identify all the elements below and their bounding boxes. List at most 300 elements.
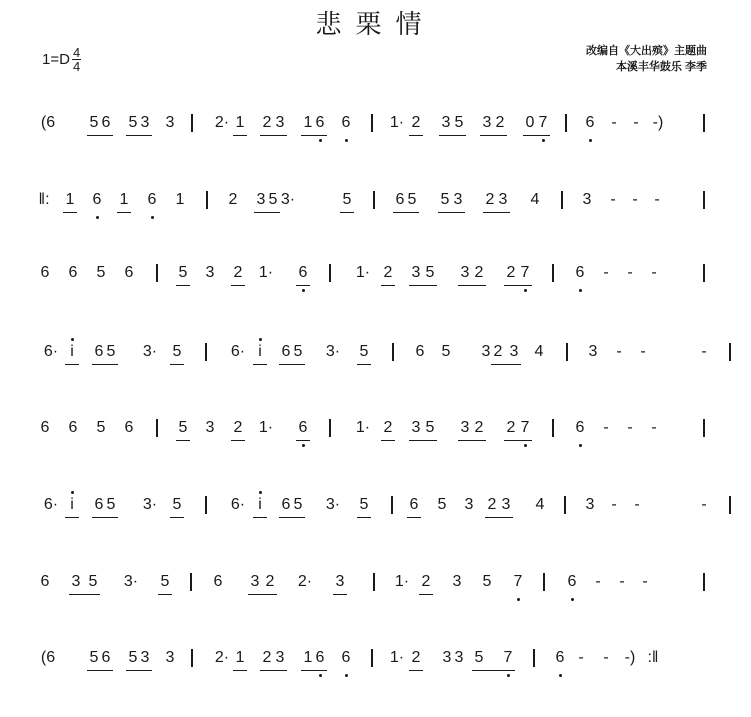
note: 3 [482,114,492,131]
bar-line [329,419,331,437]
note: 6 [567,573,577,590]
repeat-sign: ‖: [38,191,50,208]
underline [301,135,327,136]
underline [87,670,113,671]
octave-down-dot [542,139,545,142]
sustain-dash: - [640,343,646,360]
bar-line [156,419,158,437]
note: 1 [235,114,245,131]
note: 1· [258,419,274,436]
underline [248,594,277,595]
sustain-dash: - [633,114,639,131]
octave-down-dot [96,216,99,219]
note: 1 [119,191,129,208]
bar-line [329,264,331,282]
underline [253,517,267,518]
note: 2· [214,649,230,666]
octave-down-dot [319,139,322,142]
note: 1· [355,264,371,281]
octave-down-dot [345,139,348,142]
note: 3· [325,343,341,360]
sustain-dash: - [642,573,648,590]
bar-line [391,496,393,514]
note: 4 [535,496,545,513]
note: i [70,343,74,360]
time-signature [72,46,81,73]
sustain-dash: - [603,649,609,666]
note: 2 [495,114,505,131]
notation-row [0,572,751,612]
note: 3 [165,649,175,666]
bar-line [703,191,705,209]
sustain-dash: - [595,573,601,590]
underline [409,285,437,286]
notation-row [0,648,751,688]
sustain-dash: - [701,343,707,360]
note: 2 [411,649,421,666]
note: 3 [442,649,452,666]
note: 3 [205,419,215,436]
underline [472,670,515,671]
note: 7 [520,419,530,436]
note: 3 [71,573,81,590]
note: 2 [233,419,243,436]
note: 7 [538,114,548,131]
bar-line [373,573,375,591]
note: 6 [68,264,78,281]
underline [279,364,305,365]
underline [279,517,305,518]
sustain-dash: - [634,496,640,513]
note: 3 [460,419,470,436]
underline [409,135,423,136]
note: 6 [124,419,134,436]
note: 5 [89,649,99,666]
note: 3 [454,649,464,666]
sustain-dash: -) [624,649,636,666]
note: 1· [355,419,371,436]
notation-row [0,342,751,382]
octave-down-dot [559,674,562,677]
octave-up-dot [71,491,74,494]
note: 3· [280,191,296,208]
underline [485,517,513,518]
note: 2 [383,419,393,436]
note: 3 [585,496,595,513]
note: 3 [250,573,260,590]
note: 1 [303,114,313,131]
note: 5 [128,114,138,131]
note: 6 [40,419,50,436]
underline [357,517,371,518]
note: 5 [425,419,435,436]
note: 1 [235,649,245,666]
note: 6 [94,496,104,513]
note: 0 [525,114,535,131]
note: 6 [555,649,565,666]
note: 3· [123,573,139,590]
underline [260,135,287,136]
underline [63,212,77,213]
note: 3 [411,264,421,281]
sustain-dash: - [632,191,638,208]
note: 3 [140,649,150,666]
note: 3 [335,573,345,590]
underline [176,440,190,441]
note: 3 [275,649,285,666]
note: 6 [101,114,111,131]
underline [117,212,131,213]
bar-line [533,649,535,667]
note: 6· [230,343,246,360]
note: 6 [415,343,425,360]
bar-line [392,343,394,361]
note: 6 [341,114,351,131]
note: 2· [297,573,313,590]
note: 2 [474,419,484,436]
bar-line [566,343,568,361]
underline [296,285,310,286]
note: 5 [268,191,278,208]
note: 6 [298,264,308,281]
bar-line [543,573,545,591]
sustain-dash: - [603,264,609,281]
underline [381,285,395,286]
bar-line [561,191,563,209]
sustain-dash: - [610,191,616,208]
bar-line [156,264,158,282]
underline [69,594,100,595]
octave-down-dot [507,674,510,677]
underline [176,285,190,286]
note: 5 [293,496,303,513]
note: 5 [440,191,450,208]
underline [357,364,371,365]
repeat-sign: :‖ [647,649,659,666]
note: (6 [40,114,56,131]
octave-down-dot [571,598,574,601]
note: 2 [506,264,516,281]
sustain-dash: - [619,573,625,590]
note: 3 [588,343,598,360]
underline [409,670,423,671]
notation-row [0,190,751,230]
octave-down-dot [589,139,592,142]
credit-source: 改编自《大出殡》主题曲 [586,45,707,57]
note: 2 [262,114,272,131]
note: 6 [315,649,325,666]
note: 5 [88,573,98,590]
note: 2 [411,114,421,131]
bar-line [190,573,192,591]
note: 3 [509,343,519,360]
underline [523,135,550,136]
note: 2 [493,343,503,360]
underline [491,364,521,365]
note: 3· [325,496,341,513]
note: 2 [506,419,516,436]
underline [158,594,172,595]
underline [65,364,79,365]
octave-down-dot [319,674,322,677]
octave-up-dot [259,338,262,341]
note: 6 [124,264,134,281]
time-signature-bottom: 4 [72,59,81,74]
bar-line [191,114,193,132]
credits [586,43,707,75]
note: 3· [142,343,158,360]
note: i [258,343,262,360]
note: 7 [520,264,530,281]
note: 6 [147,191,157,208]
note: 3 [452,573,462,590]
note: 6 [585,114,595,131]
note: 2· [214,114,230,131]
octave-down-dot [524,289,527,292]
note: 6 [575,419,585,436]
note: 6 [341,649,351,666]
bar-line [703,264,705,282]
note: 6 [395,191,405,208]
note: 2 [265,573,275,590]
note: 5 [482,573,492,590]
octave-down-dot [151,216,154,219]
underline [340,212,354,213]
octave-up-dot [259,491,262,494]
underline [480,135,507,136]
note: 3 [582,191,592,208]
note: 5 [342,191,352,208]
note: 6 [213,573,223,590]
note: 7 [503,649,513,666]
note: 6 [409,496,419,513]
key-signature [42,46,81,73]
note: 3 [165,114,175,131]
bar-line [191,649,193,667]
note: 5 [96,264,106,281]
note: 6 [68,419,78,436]
bar-line [552,264,554,282]
underline [504,440,532,441]
sustain-dash: - [627,419,633,436]
underline [260,670,287,671]
sustain-dash: - [651,264,657,281]
bar-line [205,343,207,361]
note: 5 [96,419,106,436]
note: 6 [94,343,104,360]
underline [407,517,421,518]
note: 3 [411,419,421,436]
underline [296,440,310,441]
bar-line [371,649,373,667]
bar-line [373,191,375,209]
note: 1 [175,191,185,208]
note: 1 [303,649,313,666]
note: 5 [172,343,182,360]
note: 1· [389,114,405,131]
note: 6 [315,114,325,131]
note: 2 [485,191,495,208]
bar-line [206,191,208,209]
notation-row [0,495,751,535]
underline [231,440,245,441]
note: 5 [106,343,116,360]
bar-line [371,114,373,132]
note: 2 [228,191,238,208]
bar-line [703,114,705,132]
note: 5 [454,114,464,131]
notation-row [0,418,751,458]
note: 2 [233,264,243,281]
sustain-dash: - [603,419,609,436]
note: 6 [575,264,585,281]
underline [419,594,433,595]
underline [65,517,79,518]
note: 6· [43,496,59,513]
note: 5 [474,649,484,666]
sustain-dash: - [616,343,622,360]
note: 5 [359,343,369,360]
underline [381,440,395,441]
underline [439,135,466,136]
underline [333,594,347,595]
note: 3 [140,114,150,131]
note: 5 [172,496,182,513]
underline [87,135,113,136]
note: 5 [407,191,417,208]
note: 6· [43,343,59,360]
note: 1· [258,264,274,281]
note: 5 [425,264,435,281]
note: 3 [441,114,451,131]
underline [438,212,465,213]
sustain-dash: - [611,114,617,131]
octave-down-dot [345,674,348,677]
note: 3 [205,264,215,281]
sustain-dash: - [701,496,707,513]
underline [231,285,245,286]
note: 5 [89,114,99,131]
note: 2 [383,264,393,281]
notation-row [0,263,751,303]
note: 5 [178,264,188,281]
octave-down-dot [579,289,582,292]
note: 3 [453,191,463,208]
note: i [70,496,74,513]
bar-line [564,496,566,514]
sustain-dash: - [627,264,633,281]
underline [233,135,247,136]
bar-line [565,114,567,132]
bar-line [703,573,705,591]
note: 3 [498,191,508,208]
notation-row [0,113,751,153]
note: 2 [421,573,431,590]
underline [458,285,486,286]
credit-arranger: 本溪丰华鼓乐 李季 [615,61,707,73]
octave-down-dot [302,444,305,447]
note: 6· [230,496,246,513]
underline [126,670,152,671]
sustain-dash: -) [652,114,664,131]
note: 5 [441,343,451,360]
octave-down-dot [579,444,582,447]
note: i [258,496,262,513]
note: 3 [501,496,511,513]
note: 6 [298,419,308,436]
note: 3 [460,264,470,281]
note: 2 [262,649,272,666]
underline [253,364,267,365]
note: 6 [40,264,50,281]
note: 4 [534,343,544,360]
note: 3 [275,114,285,131]
note: (6 [40,649,56,666]
sustain-dash: - [611,496,617,513]
time-signature-top: 4 [72,45,81,60]
note: 2 [474,264,484,281]
underline [409,440,437,441]
underline [233,670,247,671]
note: 3· [142,496,158,513]
note: 5 [160,573,170,590]
note: 5 [106,496,116,513]
note: 6 [40,573,50,590]
bar-line [703,419,705,437]
underline [254,212,280,213]
note: 1 [65,191,75,208]
note: 6 [92,191,102,208]
song-title: 悲栗情 [315,10,436,40]
underline [504,285,532,286]
octave-down-dot [302,289,305,292]
note: 4 [530,191,540,208]
note: 1· [389,649,405,666]
octave-down-dot [524,444,527,447]
note: 6 [281,343,291,360]
underline [170,364,184,365]
key-text: 1=D [42,51,70,68]
underline [483,212,510,213]
bar-line [729,496,731,514]
underline [170,517,184,518]
underline [92,517,118,518]
sustain-dash: - [654,191,660,208]
note: 5 [359,496,369,513]
octave-up-dot [71,338,74,341]
bar-line [552,419,554,437]
underline [458,440,486,441]
sustain-dash: - [578,649,584,666]
note: 2 [487,496,497,513]
underline [92,364,118,365]
note: 5 [437,496,447,513]
note: 6 [281,496,291,513]
note: 6 [101,649,111,666]
note: 3 [481,343,491,360]
underline [301,670,327,671]
octave-down-dot [517,598,520,601]
note: 5 [128,649,138,666]
note: 5 [178,419,188,436]
bar-line [729,343,731,361]
underline [126,135,152,136]
underline [393,212,419,213]
note: 7 [513,573,523,590]
note: 5 [293,343,303,360]
sustain-dash: - [651,419,657,436]
note: 1· [394,573,410,590]
